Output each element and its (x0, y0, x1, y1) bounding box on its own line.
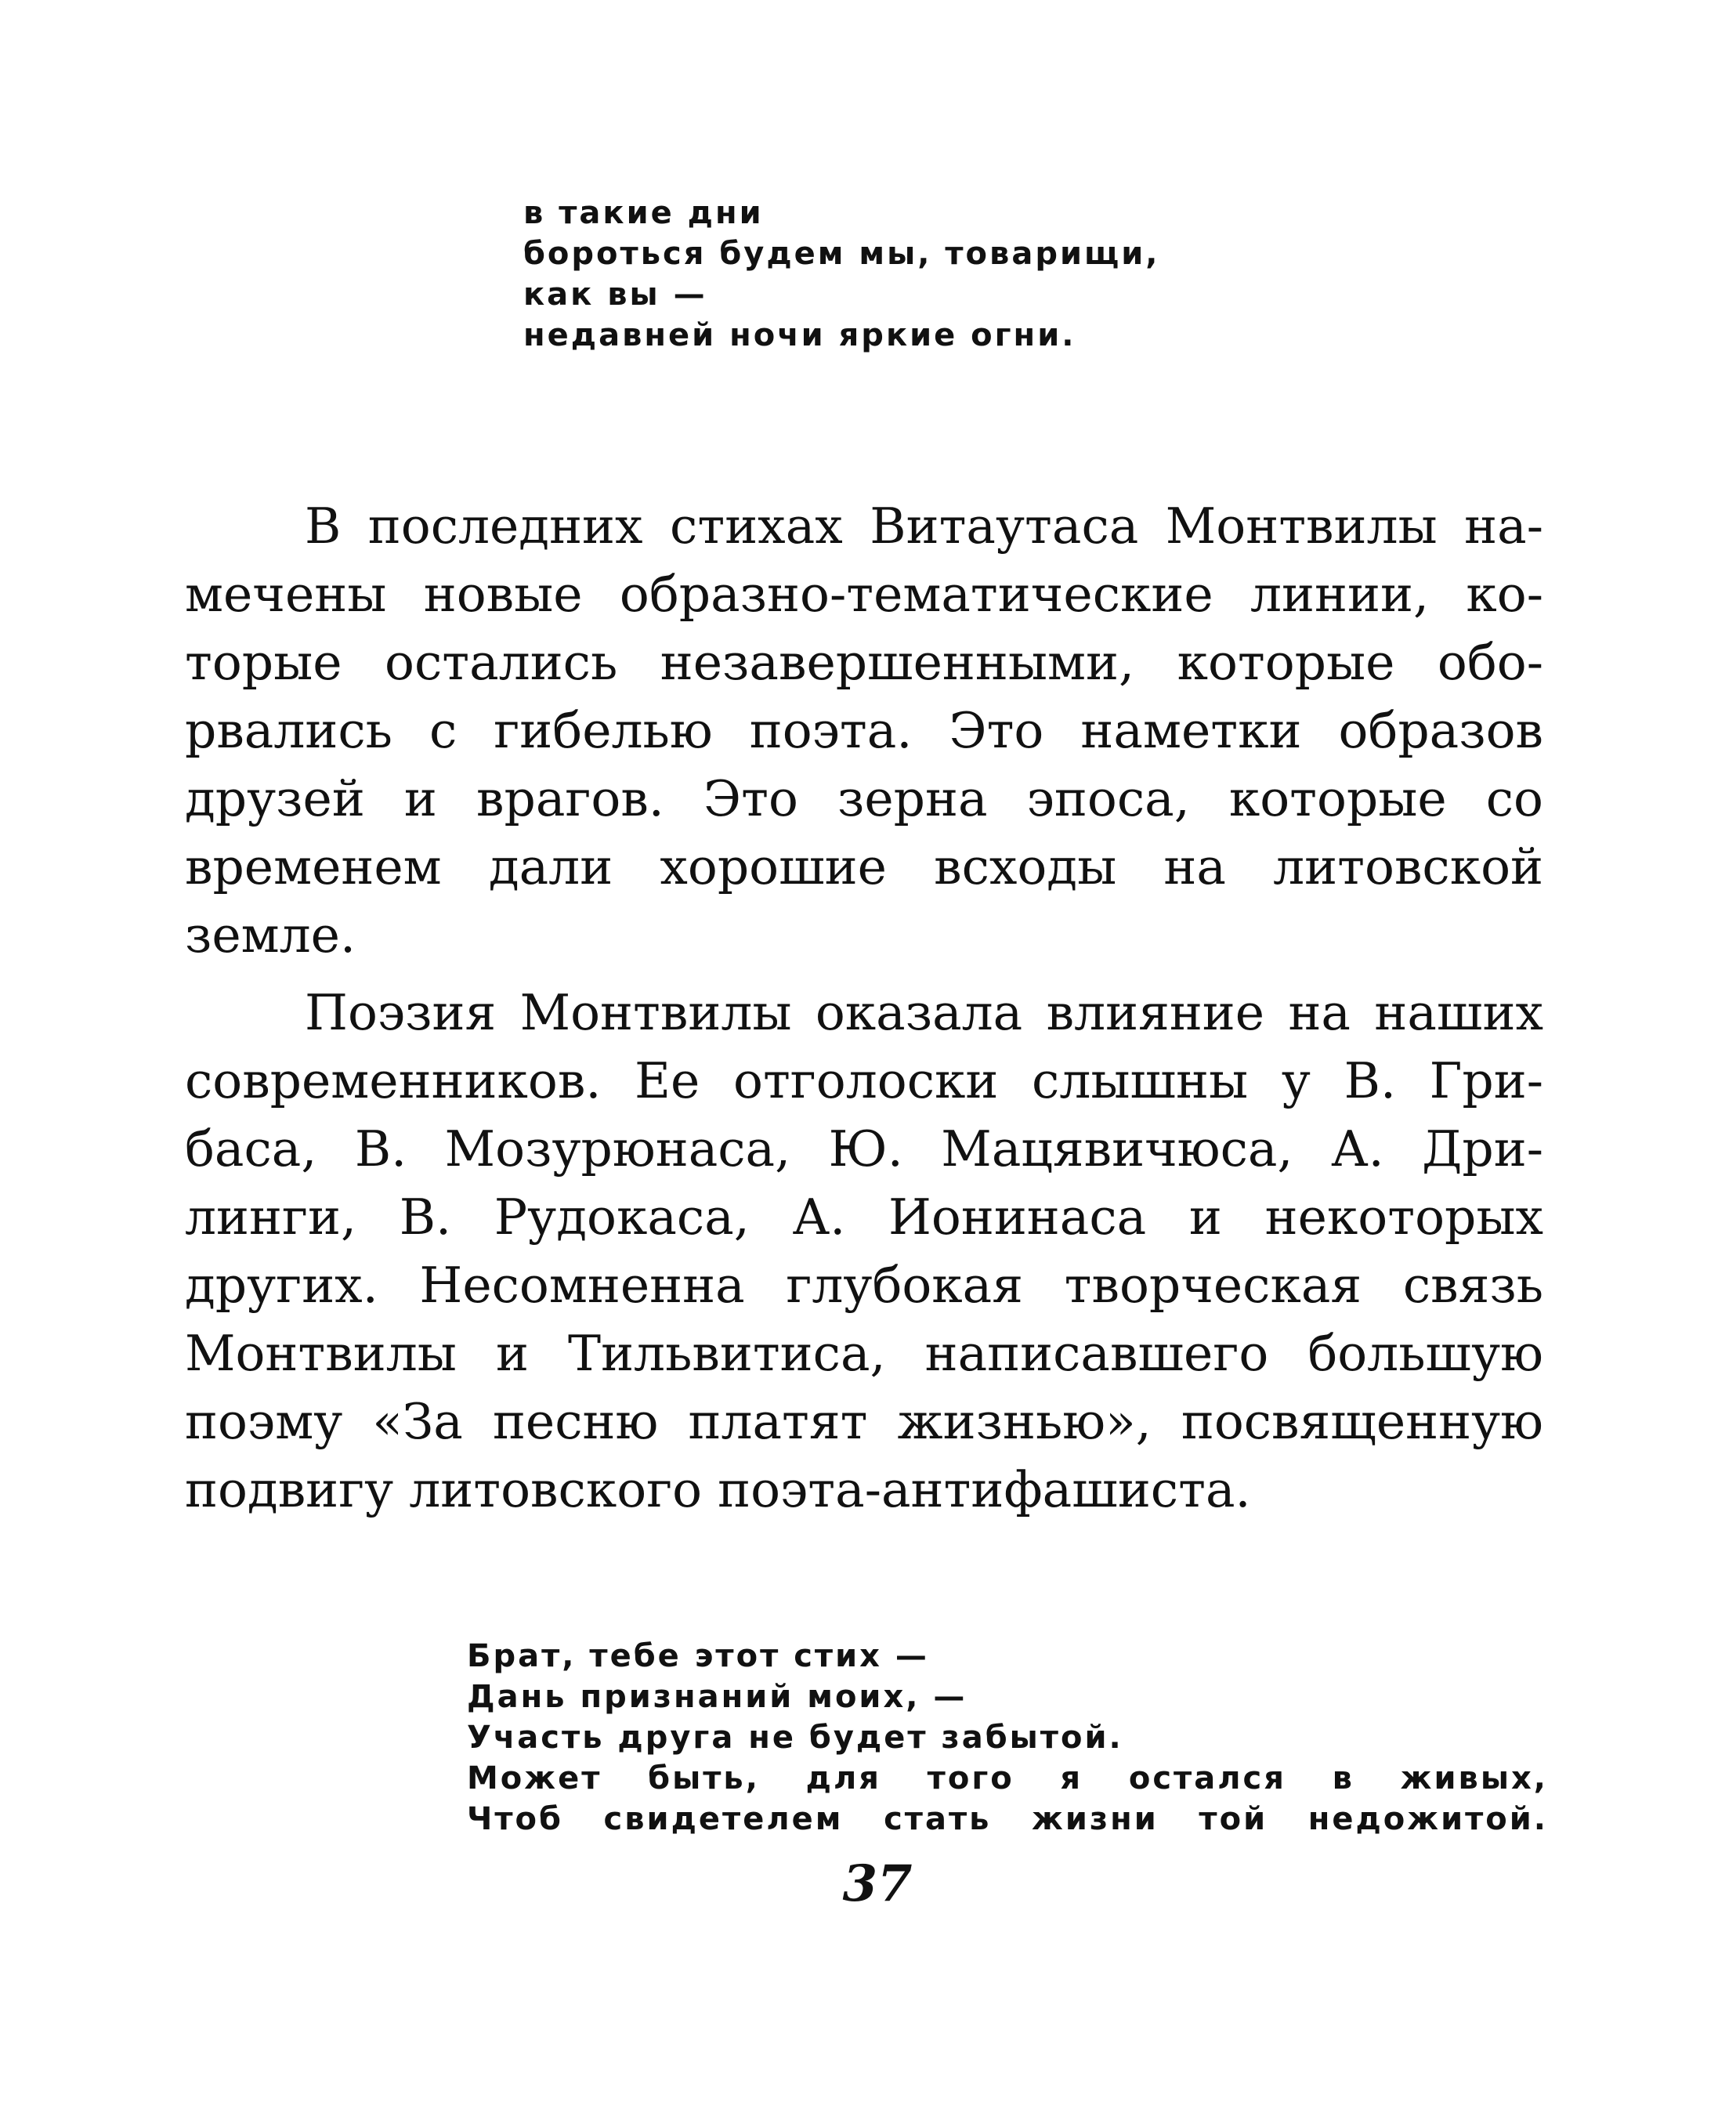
paragraph-2-line: поэму «За песню платят жизнью», посвященную (185, 1393, 1543, 1450)
paragraph-1-line: В последних стихах Витаутаса Монтвилы на- (305, 497, 1543, 555)
paragraph-1-line: торые остались незавершенными, которые обо- (185, 634, 1543, 691)
verse-top-line: как вы — (523, 277, 707, 313)
paragraph-1-line: рвались с гибелью поэта. Это наметки образов (185, 702, 1543, 759)
paragraph-2-line: баса, В. Мозурюнаса, Ю. Мацявичюса, А. Дри- (185, 1120, 1543, 1178)
verse-top-line: в такие дни (523, 195, 764, 231)
body-text (185, 492, 1543, 1524)
verse-bottom-line: Дань признаний моих, — (467, 1679, 967, 1715)
verse-bottom-line: Может быть, для того я остался в живых, (467, 1760, 1548, 1796)
verse-top-line: недавней ночи яркие огни. (523, 317, 1076, 353)
verse-top (523, 193, 1228, 356)
paragraph-2-line: подвигу литовского поэта-антифашиста. (185, 1461, 1251, 1518)
paragraph-2-line: Монтвилы и Тильвитиса, написавшего большую (185, 1325, 1543, 1382)
verse-bottom-line: Чтоб свидетелем стать жизни той недожитой. (467, 1801, 1548, 1837)
paragraph-1-line: земле. (185, 906, 356, 964)
paragraph-1-line: временем дали хорошие всходы на литовской (185, 838, 1543, 895)
paragraph-2-line: современников. Ее отголоски слышны у В. Гри- (185, 1052, 1543, 1109)
paragraph-1-line: мечены новые образно-тематические линии, ко- (185, 566, 1543, 623)
verse-top-line: бороться будем мы, товарищи, (523, 236, 1160, 272)
verse-bottom (467, 1636, 1548, 1840)
paragraph-2-line: Поэзия Монтвилы оказала влияние на наших (305, 984, 1543, 1041)
verse-bottom-line: Участь друга не будет забытой. (467, 1720, 1123, 1756)
paragraph-gap (185, 969, 1543, 979)
paragraph-2-line: других. Несомненна глубокая творческая связь (185, 1257, 1543, 1314)
paragraph-2-line: линги, В. Рудокаса, А. Ионинаса и некоторых (185, 1188, 1543, 1246)
page-number: 37 (842, 1854, 913, 1913)
paragraph-1-line: друзей и врагов. Это зерна эпоса, которые со (185, 770, 1543, 827)
verse-bottom-line: Брат, тебе этот стих — (467, 1638, 929, 1674)
